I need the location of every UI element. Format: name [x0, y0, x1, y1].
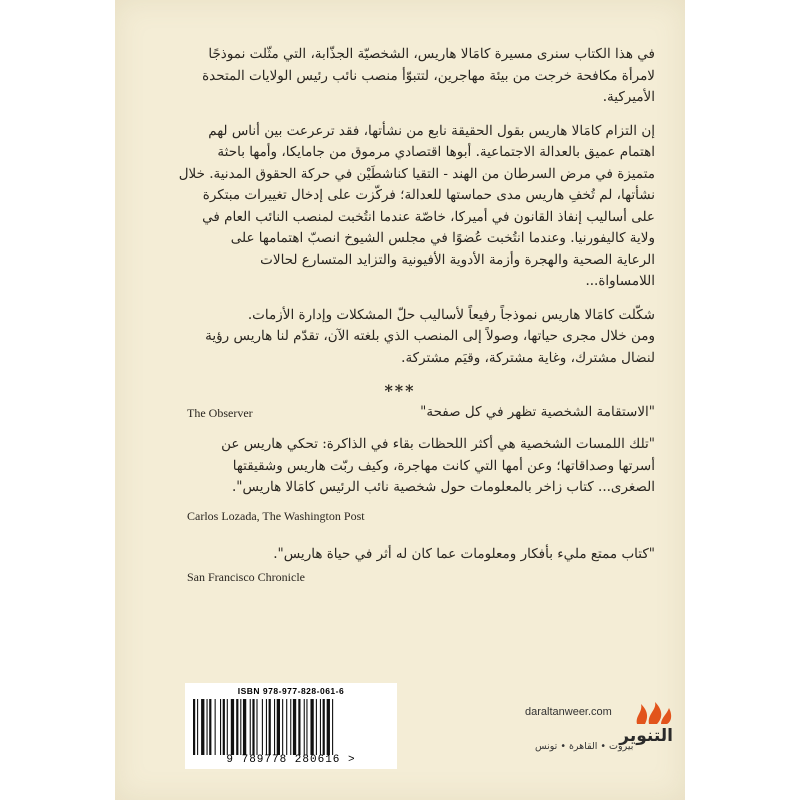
- barcode-bar: [215, 699, 216, 755]
- barcode-bar: [320, 699, 321, 755]
- text-line: ومن خلال مجرى حياتها، وصولاً إلى المنصب الذي بلغته الآن، تقدّم لنا هاريس رؤية: [205, 328, 655, 344]
- quote-text: "الاستقامة الشخصية تظهر في كل صفحة": [420, 404, 655, 420]
- barcode-bar: [304, 699, 305, 755]
- text-line: متميزة في مرض السرطان من الهند - التقيا كناشطَيْن في حركة الحقوق المدنية. خلال: [178, 165, 655, 182]
- barcode-bar: [201, 699, 204, 755]
- section-separator: ***: [384, 381, 416, 400]
- text-line: شكّلت كامَالا هاريس نموذجاً رفيعاً لأساليب حلّ المشكلات وإدارة الأزمات.: [247, 306, 655, 323]
- barcode-bar: [252, 699, 254, 755]
- paragraph-model: [145, 305, 655, 370]
- barcode-bars: [191, 699, 389, 755]
- barcode-bar: [316, 699, 317, 755]
- barcode-bar: [306, 699, 307, 755]
- text-line: نشأتها، لم تُخفِ هاريس مدى حماستها للعدالة؛ فركّزت على إدخال تغييرات مبتكرة: [202, 187, 655, 203]
- quote-washington-post: [145, 434, 655, 499]
- quote-source: San Francisco Chronicle: [187, 569, 305, 584]
- barcode-bar: [227, 699, 228, 755]
- barcode-bar: [220, 699, 221, 755]
- barcode-bar: [310, 699, 313, 755]
- barcode-bar: [327, 699, 330, 755]
- text-line: اهتمام عميق بالعدالة الاجتماعية. أبوها اقتصادي مرموق من جامايكا، وأمها باحثة: [217, 144, 655, 160]
- quote-observer: [145, 404, 655, 426]
- back-cover-text: [145, 44, 655, 585]
- isbn-label: ISBN 978-977-828-061-6: [237, 686, 345, 696]
- barcode-bar: [209, 699, 211, 755]
- paragraph-background: [145, 121, 655, 293]
- barcode-bar: [240, 699, 241, 755]
- text-line: إن التزام كامَالا هاريس بقول الحقيقة نابع من نشأتها، فقد ترعرعت بين أناس لهم: [208, 122, 655, 139]
- publisher-block: [525, 700, 675, 780]
- barcode-bar: [231, 699, 234, 755]
- barcode-bar: [193, 699, 195, 755]
- barcode-bar: [298, 699, 300, 755]
- text-line: "تلك اللمسات الشخصية هي أكثر اللحظات بقاء في الذاكرة: تحكي هاريس عن: [221, 436, 655, 452]
- isbn-barcode: [185, 683, 397, 769]
- barcode-bar: [293, 699, 296, 755]
- barcode-bar: [323, 699, 325, 755]
- barcode-bar: [269, 699, 271, 755]
- publisher-logo-text: التنوير: [619, 726, 673, 746]
- isbn-number: 9 789778 280616 >: [226, 754, 356, 766]
- barcode-bar: [277, 699, 280, 755]
- text-line: على أساليب إنفاذ القانون في أميركا، خاصّة عندما انتُخبت لمنصب النائب العام في: [202, 208, 655, 225]
- text-line: الأميركية.: [602, 89, 655, 105]
- barcode-bar: [262, 699, 263, 755]
- barcode-bar: [256, 699, 257, 755]
- text-line: لامرأة مكافحة خرجت من بيئة مهاجرين، لتتبوّأ منصب نائب رئيس الولايات المتحدة: [202, 67, 655, 84]
- barcode-bar: [197, 699, 198, 755]
- barcode-bar: [250, 699, 251, 755]
- barcode-bar: [236, 699, 238, 755]
- publisher-logo: [619, 700, 675, 760]
- text-line: لنضال مشترك، وغاية مشتركة، وقيَم مشتركة.: [401, 349, 655, 366]
- text-line: اللامساواة...: [585, 273, 655, 289]
- barcode-bar: [243, 699, 246, 755]
- publisher-cities: بيروت • القاهرة • تونس: [535, 741, 634, 752]
- publisher-website: daraltanweer.com: [525, 706, 612, 718]
- barcode-bar: [274, 699, 275, 755]
- barcode-bar: [290, 699, 291, 755]
- quote-source: The Observer: [187, 406, 253, 420]
- barcode-bar: [207, 699, 208, 755]
- quote-source: Carlos Lozada, The Washington Post: [187, 508, 365, 523]
- quote-chronicle-text: "كتاب ممتع مليء بأفكار ومعلومات عما كان له أثر في حياة هاريس".: [273, 545, 655, 562]
- barcode-bar: [223, 699, 225, 755]
- text-line: الرعاية الصحية والهجرة وأزمة الأدوية الأفيونية والتزايد المتسارع لحالات: [260, 251, 655, 268]
- book-back-cover: [115, 0, 685, 800]
- barcode-bar: [286, 699, 287, 755]
- text-line: ولاية كاليفورنيا. وعندما انتُخبت عُضوًا في مجلس الشيوخ انصبّ اهتمامها على: [230, 230, 655, 246]
- barcode-bar: [332, 699, 333, 755]
- paragraph-intro: [145, 44, 655, 109]
- text-line: أسرتها وصداقاتها؛ وعن أمها التي كانت مهاجرة، وكيف ربّت هاريس وشقيقتها: [232, 457, 655, 474]
- text-line: الصغرى... كتاب زاخر بالمعلومات حول شخصية نائب الرئيس كامَالا هاريس".: [232, 479, 655, 495]
- barcode-bar: [266, 699, 267, 755]
- barcode-bar: [282, 699, 283, 755]
- text-line: في هذا الكتاب سنرى مسيرة كامَالا هاريس، الشخصيّة الجذّابة، التي مثّلت نموذجًا: [208, 46, 655, 62]
